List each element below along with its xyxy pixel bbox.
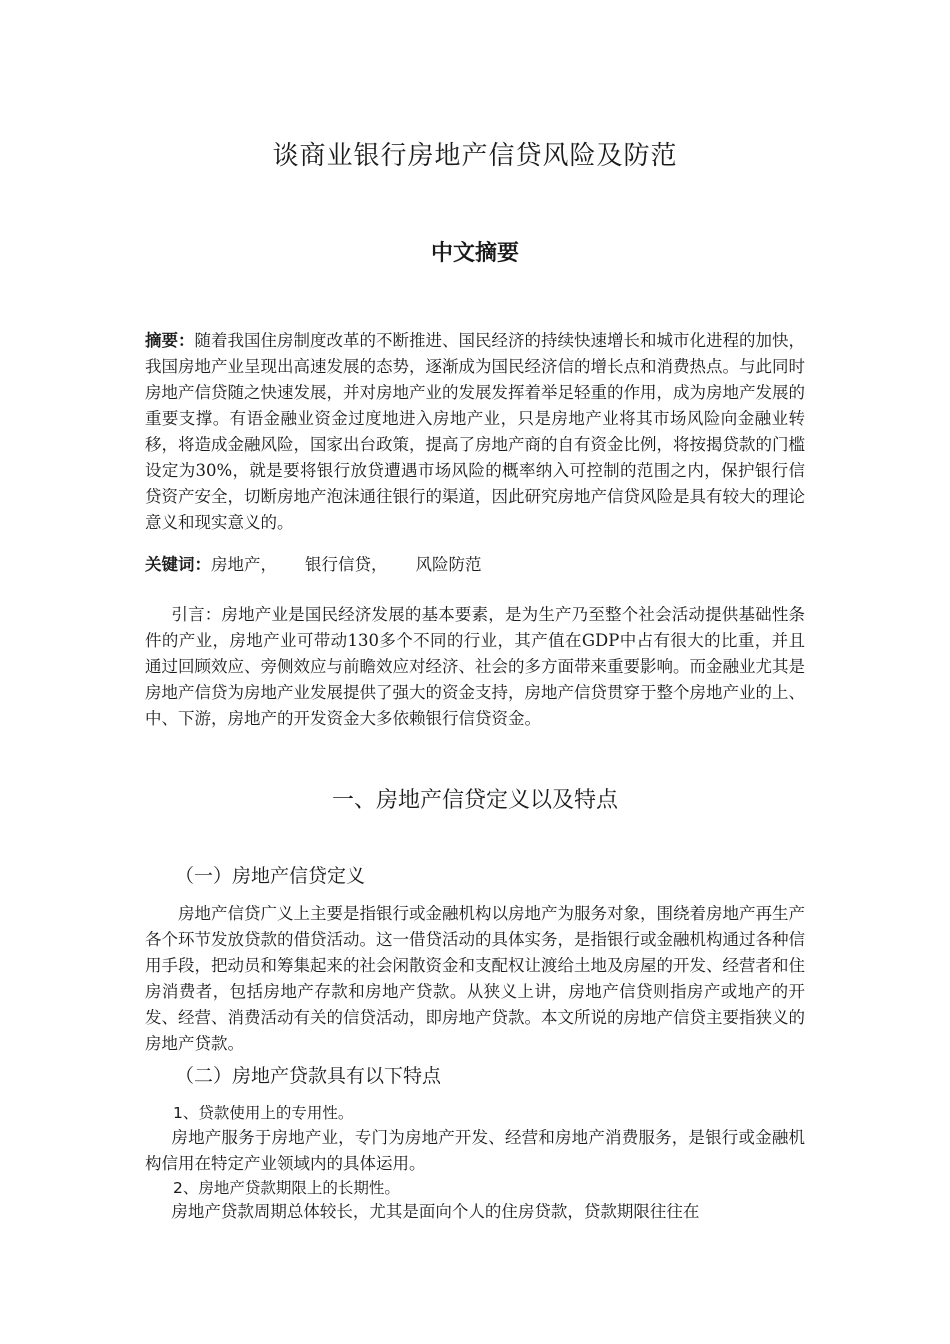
abstract-text: 随着我国住房制度改革的不断推进、国民经济的持续快速增长和城市化进程的加快，我国房地产业呈现出高速发展的态势，逐渐成为国民经济信的增长点和消费热点。与此同时房地产信贷随之快速发展，并对房地产业的发展发挥着举足轻重的作用，成为房地产发展的重要支撑。有语金融业资金过度地进入房地产业，只是房地产业将其市场风险向金融业转移，将造成金融风险，国家出台政策，提高了房地产商的自有资金比例，将按揭贷款的门槛设定为30%，就是要将银行放贷遭遇市场风险的概率纳入可控制的范围之内，保护银行信贷资产安全，切断房地产泡沫通往银行的渠道，因此研究房地产信贷风险是具有较大的理论意义和现实意义的。 <box>145 331 805 532</box>
keywords-label: 关键词： <box>145 555 211 574</box>
keyword-item: 银行信贷， <box>305 555 388 574</box>
keywords-line <box>145 552 805 578</box>
keyword-item: 风险防范 <box>415 555 482 574</box>
point-heading: 1、贷款使用上的专用性。 <box>173 1104 354 1122</box>
abstract-label: 摘要： <box>145 331 195 350</box>
point-paragraph: 房地产贷款周期总体较长，尤其是面向个人的住房贷款，贷款期限往往在 <box>171 1202 700 1221</box>
section-heading: 一、房地产信贷定义以及特点 <box>331 788 618 813</box>
intro-paragraph: 引言：房地产业是国民经济发展的基本要素，是为生产乃至整个社会活动提供基础性条件的产业，房地产业可带动130多个不同的行业，其产值在GDP中占有很大的比重，并且通过回顾效应、旁侧效应与前瞻效应对经济、社会的多方面带来重要影响。而金融业尤其是房地产信贷为房地产业发展提供了强大的资金支持，房地产信贷贯穿于整个房地产业的上、中、下游，房地产的开发资金大多依赖银行信贷资金。 <box>145 605 805 728</box>
abstract-paragraph <box>145 328 805 536</box>
subsection-heading: （一）房地产信贷定义 <box>175 865 366 887</box>
keyword-item: 房地产， <box>211 555 277 574</box>
definition-paragraph: 房地产信贷广义上主要是指银行或金融机构以房地产为服务对象，围绕着房地产再生产各个环节发放贷款的借贷活动。这一借贷活动的具体实务，是指银行或金融机构通过各种信用手段，把动员和筹集起来的社会闲散资金和支配权让渡给土地及房屋的开发、经营者和住房消费者，包括房地产存款和房地产贷款。从狭义上讲，房地产信贷则指房产或地产的开发、经营、消费活动有关的信贷活动，即房地产贷款。本文所说的房地产信贷主要指狭义的房地产贷款。 <box>145 904 805 1053</box>
abstract-heading: 中文摘要 <box>430 241 519 266</box>
subsection-heading: （二）房地产贷款具有以下特点 <box>175 1065 442 1087</box>
point-paragraph: 房地产服务于房地产业，专门为房地产开发、经营和房地产消费服务，是银行或金融机构信用在特定产业领域内的具体运用。 <box>145 1128 805 1173</box>
document-title: 谈商业银行房地产信贷风险及防范 <box>272 141 678 171</box>
point-heading: 2、房地产贷款期限上的长期性。 <box>173 1179 400 1197</box>
